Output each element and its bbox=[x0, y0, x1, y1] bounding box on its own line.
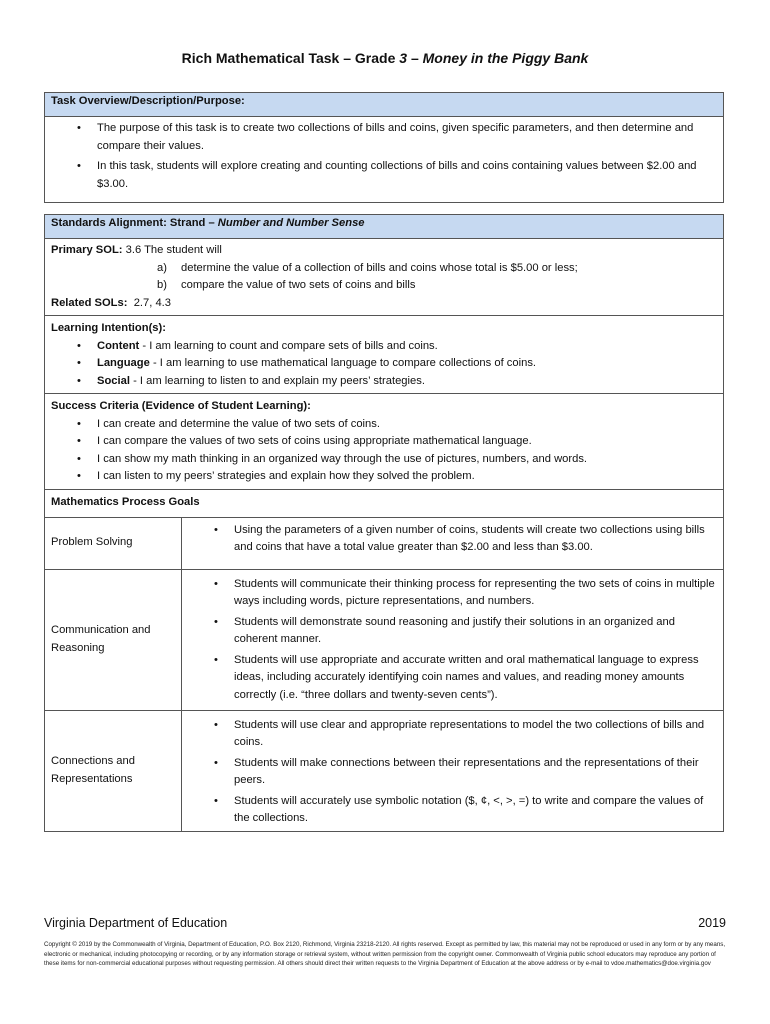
process-goals-heading: Mathematics Process Goals bbox=[45, 489, 724, 517]
task-overview-section bbox=[44, 92, 724, 203]
list-item: • Students will use clear and appropriate representations to model the two collections of bills and coins. bbox=[188, 717, 717, 752]
list-item: • Students will communicate their thinking process for representing the two sets of coins in multiple ways including words, picture representations, and numbers. bbox=[188, 576, 717, 611]
list-item: • In this task, students will explore creating and counting collections of bills and coins containing values between $2.00 and $3.00. bbox=[51, 158, 717, 193]
goal-label: Communication and Reasoning bbox=[45, 569, 182, 710]
learning-intentions-cell bbox=[45, 316, 724, 394]
list-item: a) determine the value of a collection of bills and coins whose total is $5.00 or less; bbox=[157, 261, 578, 274]
goal-row-connections bbox=[45, 710, 724, 831]
footer-org: Virginia Department of Education bbox=[44, 916, 228, 930]
sol-sub-list bbox=[51, 260, 717, 295]
primary-sol-cell: Primary SOL: 3.6 The student will a) determine the value of a collection of bills and coins whose total is $5.00 or less; b) compare the value of two sets of coins and bills Related SOLs: 2.7, 4.3 bbox=[45, 239, 724, 316]
list-item: • Social - I am learning to listen to and explain my peers’ strategies. bbox=[51, 373, 717, 391]
learning-heading: Learning Intention(s): bbox=[51, 322, 166, 334]
goal-row-communication bbox=[45, 569, 724, 710]
overview-heading: Task Overview/Description/Purpose: bbox=[45, 93, 724, 117]
success-list bbox=[51, 416, 717, 486]
list-item: • I can compare the values of two sets of coins using appropriate mathematical language. bbox=[51, 433, 717, 451]
goal-row-problem-solving bbox=[45, 517, 724, 569]
list-item: • Students will accurately use symbolic notation ($, ¢, <, >, =) to write and compare the values of the collections. bbox=[188, 793, 717, 828]
standards-section bbox=[44, 214, 724, 832]
list-item: • Students will make connections between their representations and the representations of their peers. bbox=[188, 755, 717, 790]
goal-label: Connections and Representations bbox=[45, 710, 182, 831]
success-heading: Success Criteria (Evidence of Student Learning): bbox=[51, 400, 311, 412]
primary-sol-label: Primary SOL: bbox=[51, 244, 123, 256]
list-item: • The purpose of this task is to create two collections of bills and coins, given specific parameters, and then determine and compare their values. bbox=[51, 120, 717, 155]
list-item: • Content - I am learning to count and compare sets of bills and coins. bbox=[51, 338, 717, 356]
list-item: b) compare the value of two sets of coins and bills bbox=[157, 279, 416, 291]
list-item: • Using the parameters of a given number of coins, students will create two collections using bills and coins that have a total value greater than $2.00 and less than $3.00. bbox=[188, 522, 717, 557]
list-item: • Language - I am learning to use mathematical language to compare collections of coins. bbox=[51, 355, 717, 373]
standards-heading: Standards Alignment: Strand – Number and Number Sense bbox=[45, 215, 724, 239]
list-item: • I can show my math thinking in an organized way through the use of pictures, numbers, and words. bbox=[51, 451, 717, 469]
related-sol-label: Related SOLs: bbox=[51, 296, 128, 309]
copyright-notice: Copyright © 2019 by the Commonwealth of Virginia, Department of Education, P.O. Box 2120, Richmond, Virginia 23218-2120. All rights reserved. Except as permitted by law, this material may not be reproduced or used in any form or by any means, electronic or mechanical, including photocopying or recording, or by any information storage or retrieval system, without written permission from the copyright owner. Commonwealth of Virginia public school educators may reproduce any portion of these items for non-commercial educational purposes without requesting permission. All others should direct their written requests to the Virginia Department of Education at the above address or by e-mail to vdoe.mathematics@doe.virginia.gov bbox=[44, 941, 726, 967]
goal-label: Problem Solving bbox=[45, 517, 182, 569]
page-title: Rich Mathematical Task – Grade 3 – Money in the Piggy Bank bbox=[181, 50, 589, 66]
list-item: • I can create and determine the value of two sets of coins. bbox=[51, 416, 717, 434]
success-criteria-cell bbox=[45, 394, 724, 490]
list-item: • Students will demonstrate sound reasoning and justify their solutions in an organized and coherent manner. bbox=[188, 614, 717, 649]
learning-list bbox=[51, 338, 717, 391]
overview-list bbox=[51, 120, 717, 193]
list-item: • I can listen to my peers’ strategies and explain how they solved the problem. bbox=[51, 468, 717, 486]
list-item: • Students will use appropriate and accurate written and oral mathematical language to express ideas, including accurately identifying coin names and values, and reading money amounts correctly (i.e. “three dollars and twenty-seven cents”). bbox=[188, 652, 717, 705]
footer-year: 2019 bbox=[698, 916, 726, 930]
